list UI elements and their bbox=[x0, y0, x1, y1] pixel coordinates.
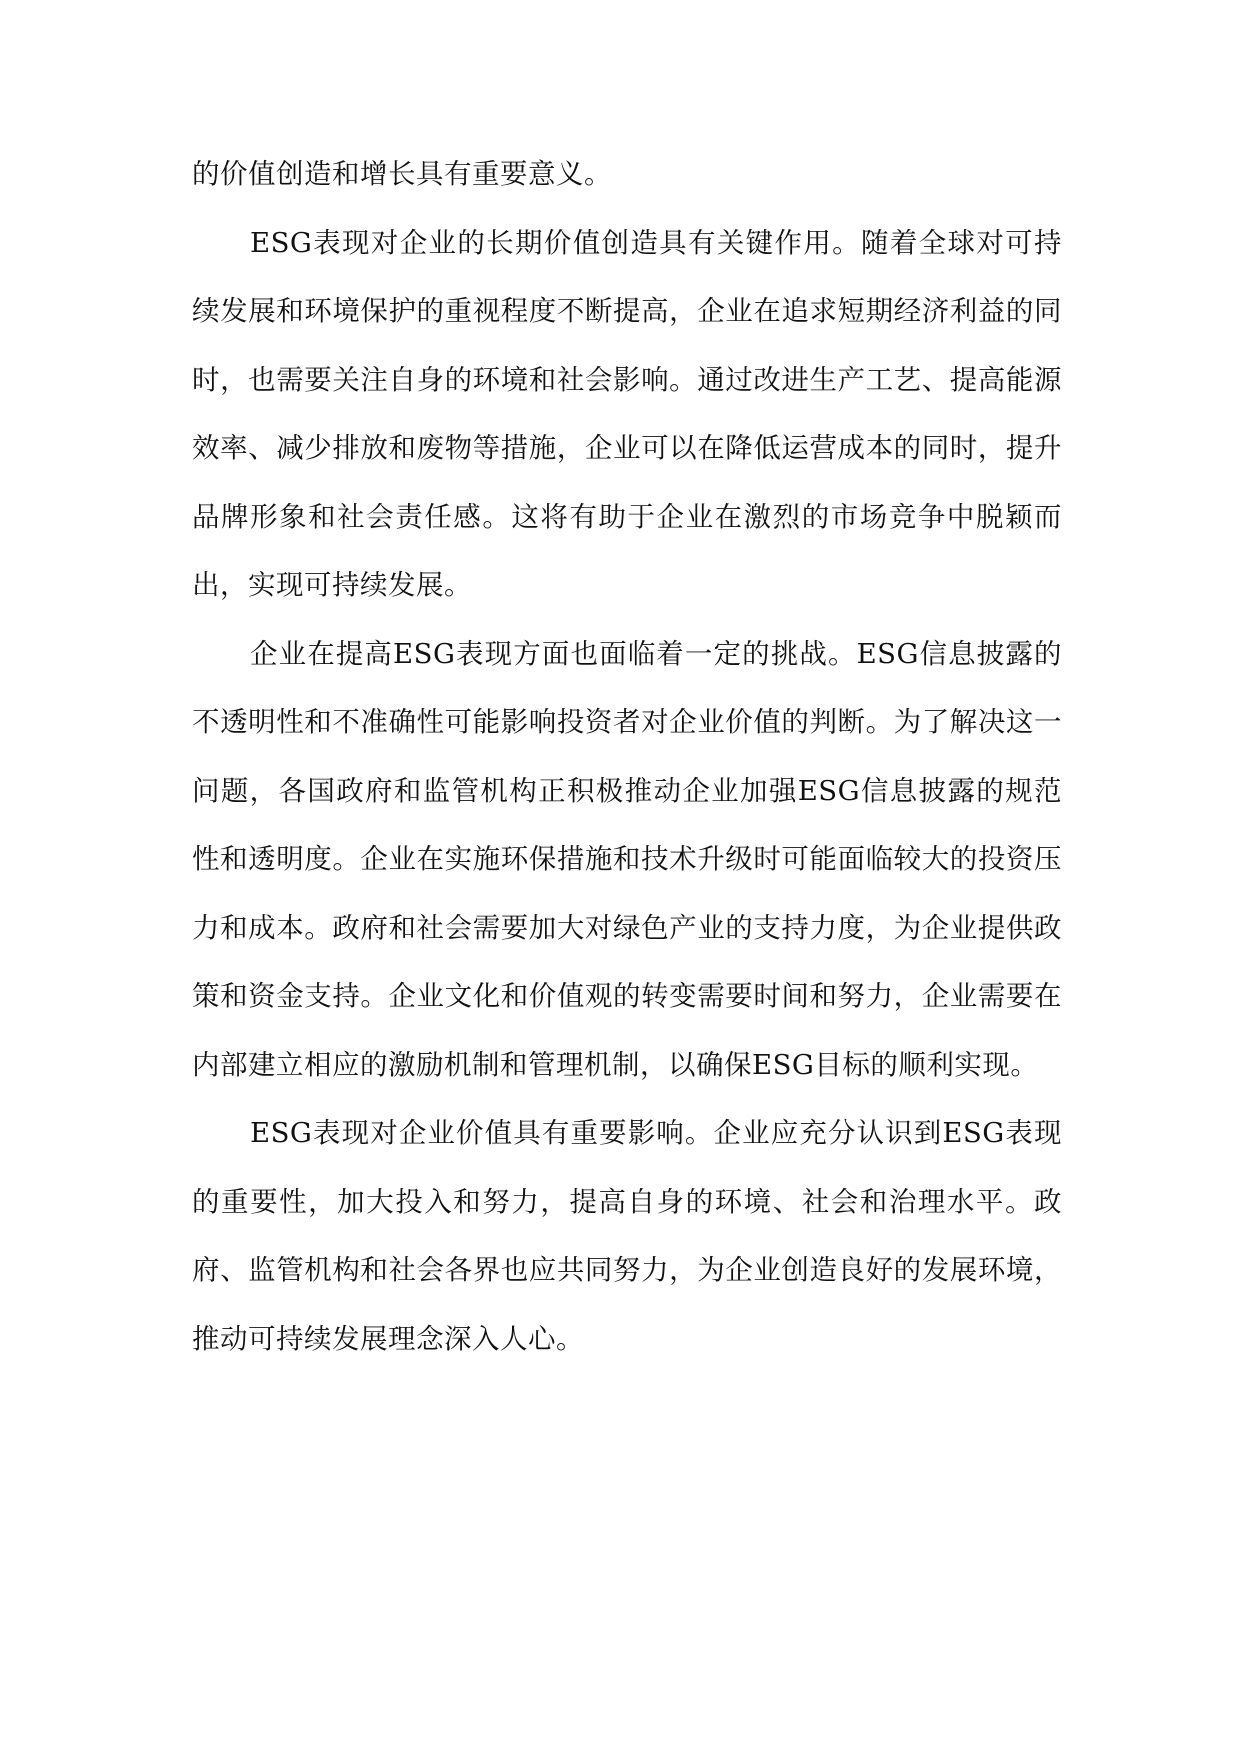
paragraph-1: 的价值创造和增长具有重要意义。 bbox=[192, 158, 612, 190]
paragraph-4: ESG表现对企业价值具有重要影响。企业应充分认识到ESG表现的重要性，加大投入和努力，提高自身的环境、社会和治理水平。政府、监管机构和社会各界也应共同努力，为企业创造良好的发展环境，推动可持续发展理念深入人心。 bbox=[192, 1117, 1062, 1355]
paragraph-3: 企业在提高ESG表现方面也面临着一定的挑战。ESG信息披露的不透明性和不准确性可能影响投资者对企业价值的判断。为了解决这一问题，各国政府和监管机构正积极推动企业加强ESG信息披露的规范性和透明度。企业在实施环保措施和技术升级时可能面临较大的投资压力和成本。政府和社会需要加大对绿色产业的支持力度，为企业提供政策和资金支持。企业文化和价值观的转变需要时间和努力，企业需要在内部建立相应的激励机制和管理机制，以确保ESG目标的顺利实现。 bbox=[192, 637, 1062, 1081]
paragraph-2: ESG表现对企业的长期价值创造具有关键作用。随着全球对可持续发展和环境保护的重视程度不断提高，企业在追求短期经济利益的同时，也需要关注自身的环境和社会影响。通过改进生产工艺、提高能源效率、减少排放和废物等措施，企业可以在降低运营成本的同时，提升品牌形象和社会责任感。这将有助于企业在激烈的市场竞争中脱颖而出，实现可持续发展。 bbox=[192, 226, 1062, 601]
document-body bbox=[192, 140, 1062, 1373]
